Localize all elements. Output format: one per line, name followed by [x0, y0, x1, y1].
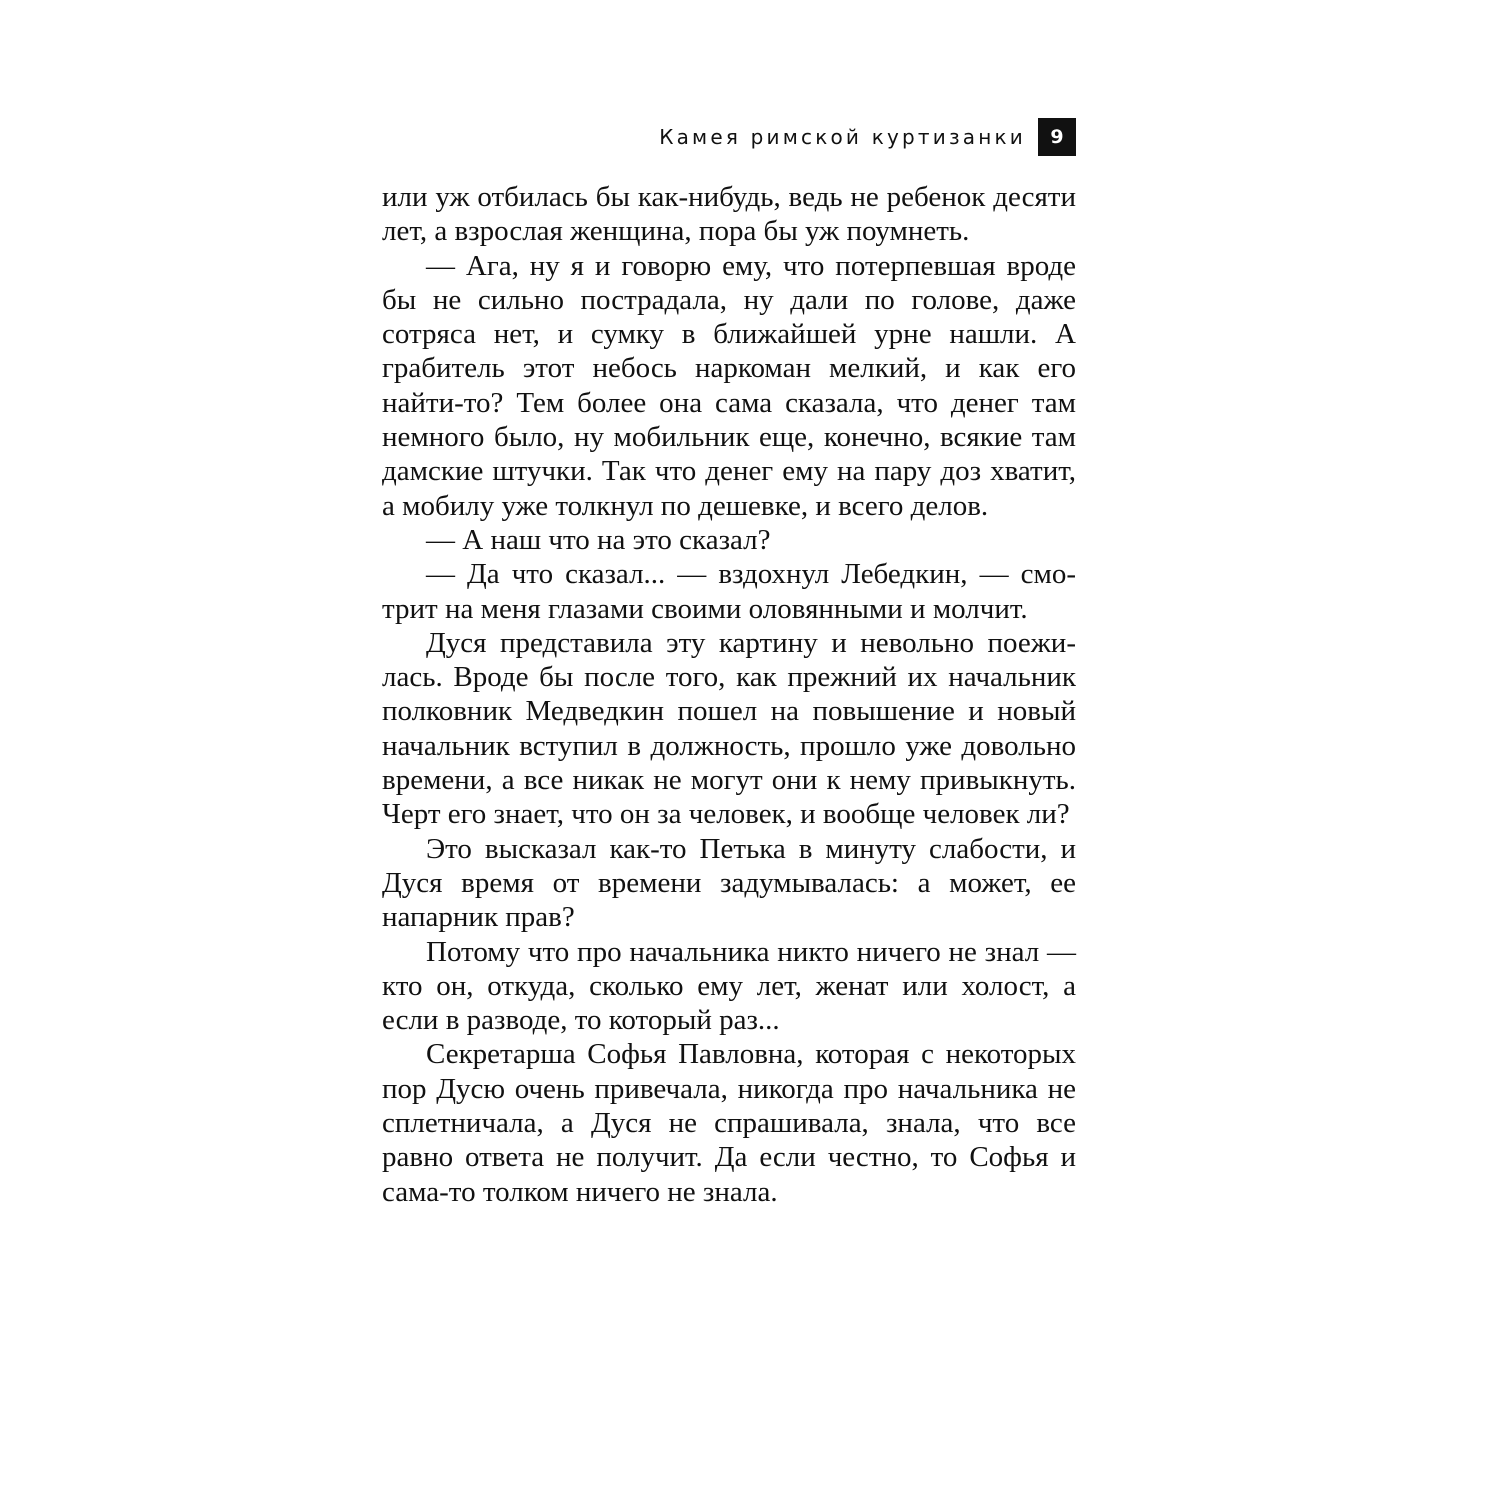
paragraph-4: — Да что сказал... — вздохнул Лебедкин, — смотрит на меня глазами своими оловянными и молчит.	[382, 558, 1076, 625]
paragraph-7: Потому что про начальника никто ничего не знал — кто он, откуда, сколько ему лет, женат или холост, а если в разводе, то который раз...	[382, 935, 1076, 1037]
paragraph-8: Секретарша Софья Павловна, которая с некоторых пор Дусю очень привечала, никогда про начальника не сплетничала, а Дуся не спрашивала, знала, что все равно ответа не получит. Да если честно, то Софья и сама-то толком ничего не знала.	[382, 1038, 1076, 1208]
paragraph-1: или уж отбилась бы как-нибудь, ведь не ребенок десяти лет, а взрослая женщина, пора бы уж поумнеть.	[382, 181, 1076, 248]
paragraph-5: Дуся представила эту картину и невольно поежилась. Вроде бы после того, как прежний их начальник полковник Медведкин пошел на повышение и новый начальник вступил в должность, прошло уже довольно времени, а все никак не могут они к нему привыкнуть. Черт его знает, что он за человек, и вообще человек ли?	[382, 626, 1076, 831]
book-title: Камея римской куртизанки	[659, 125, 1026, 149]
book-page	[382, 118, 1076, 1209]
running-head	[382, 118, 1076, 156]
text-body	[382, 180, 1076, 1209]
paragraph-2: — Ага, ну я и говорю ему, что потерпевшая вроде бы не сильно пострадала, ну дали по голове, даже сотряса нет, и сумку в ближайшей урне нашли. А грабитель этот небось наркоман мелкий, и как его найти-то? Тем более она сама сказала, что денег там немного было, ну мобильник еще, конечно, всякие там дамские штучки. Так что денег ему на пару доз хватит, а мобилу уже толкнул по дешевке, и всего делов.	[382, 249, 1076, 522]
page-number: 9	[1038, 118, 1076, 156]
paragraph-6: Это высказал как-то Петька в минуту слабости, и Дуся время от времени задумывалась: а может, ее напарник прав?	[382, 832, 1076, 934]
paragraph-3: — А наш что на это сказал?	[426, 523, 771, 556]
